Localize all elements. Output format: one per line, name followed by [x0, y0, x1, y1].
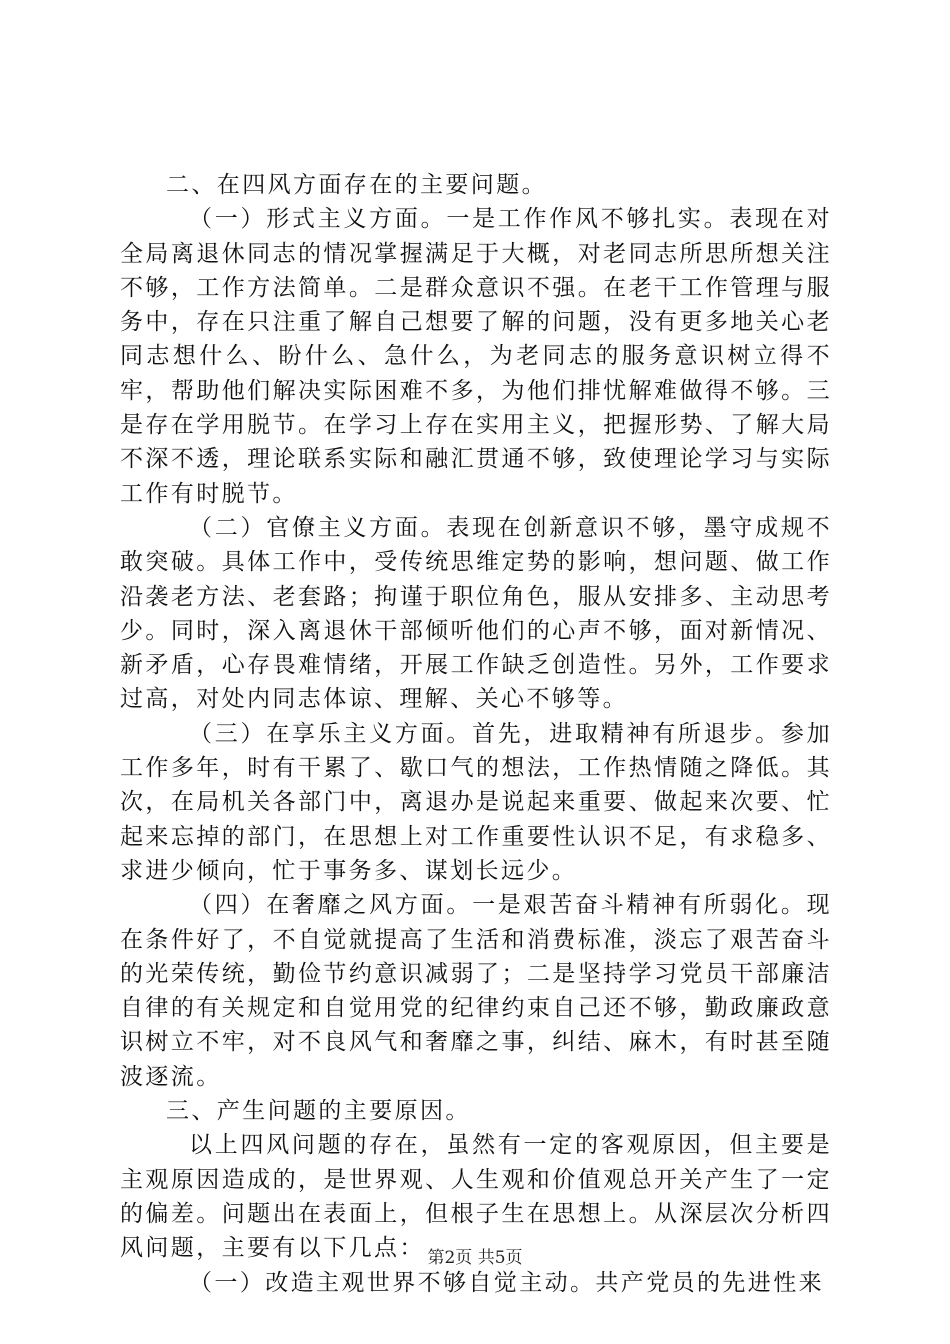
- page-footer: 第2页 共5页: [427, 1248, 523, 1268]
- paragraph-causes-intro: 以上四风问题的存在，虽然有一定的客观原因，但主要是主观原因造成的，是世界观、人生观和价值观总开关产生了一定的偏差。问题出在表面上，但根子生在思想上。从深层次分析四风问题，主要有以下几点：: [120, 1132, 832, 1262]
- paragraph-formalism: （一）形式主义方面。一是工作作风不够扎实。表现在对全局离退休同志的情况掌握满足于大概，对老同志所思所想关注不够，工作方法简单。二是群众意识不强。在老干工作管理与服务中，存在只注重了解自己想要了解的问题，没有更多地关心老同志想什么、盼什么、急什么，为老同志的服务意识树立得不牢，帮助他们解决实际困难不多，为他们排忧解难做得不够。三是存在学用脱节。在学习上存在实用主义，把握形势、了解大局不深不透，理论联系实际和融汇贯通不够，致使理论学习与实际工作有时脱节。: [120, 206, 832, 507]
- paragraph-cause-one: （一）改造主观世界不够自觉主动。共产党员的先进性来: [189, 1269, 824, 1296]
- section-heading-three: 三、产生问题的主要原因。: [166, 1098, 471, 1125]
- paragraph-extravagance: （四）在奢靡之风方面。一是艰苦奋斗精神有所弱化。现在条件好了，不自觉就提高了生活和消费标准，淡忘了艰苦奋斗的光荣传统，勤俭节约意识减弱了；二是坚持学习党员干部廉洁自律的有关规定和自觉用党的纪律约束自己还不够，勤政廉政意识树立不牢，对不良风气和奢靡之事，纠结、麻木，有时甚至随波逐流。: [120, 892, 832, 1090]
- paragraph-hedonism: （三）在享乐主义方面。首先，进取精神有所退步。参加工作多年，时有干累了、歇口气的想法，工作热情随之降低。其次，在局机关各部门中，离退办是说起来重要、做起来次要、忙起来忘掉的部门，在思想上对工作重要性认识不足，有求稳多、求进少倾向，忙于事务多、谋划长远少。: [120, 720, 832, 884]
- section-heading-two: 二、在四风方面存在的主要问题。: [166, 172, 547, 198]
- document-body: [120, 168, 832, 1300]
- paragraph-bureaucratism: （二）官僚主义方面。表现在创新意识不够，墨守成规不敢突破。具体工作中，受传统思维定势的影响，想问题、做工作沿袭老方法、老套路；拘谨于职位角色，服从安排多、主动思考少。同时，深入离退休干部倾听他们的心声不够，面对新情况、新矛盾，心存畏难情绪，开展工作缺乏创造性。另外，工作要求过高，对处内同志体谅、理解、关心不够等。: [120, 514, 832, 713]
